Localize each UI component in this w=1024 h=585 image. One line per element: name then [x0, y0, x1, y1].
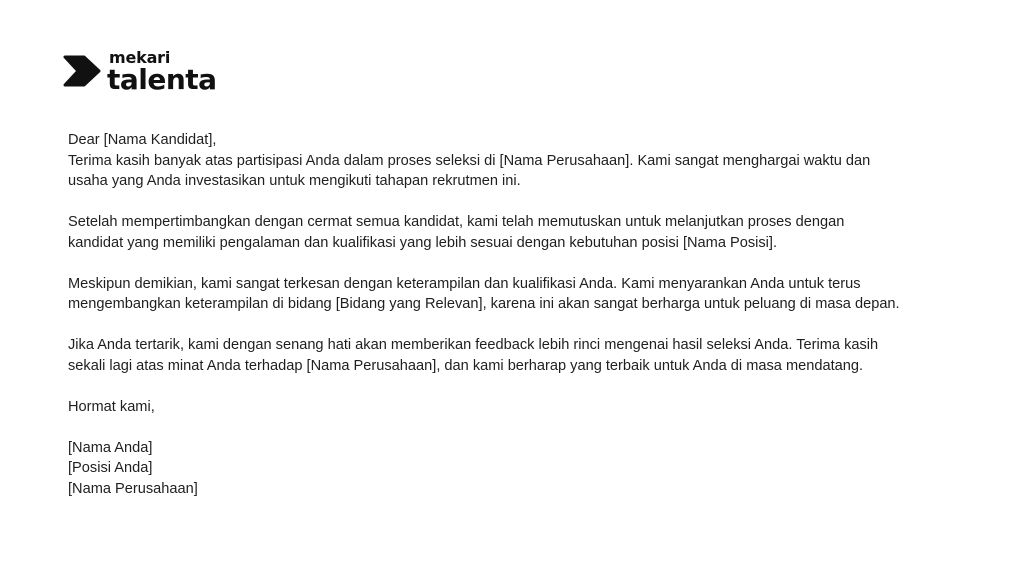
signature-name: [Nama Anda]: [68, 439, 153, 456]
paragraph-decision: [68, 212, 968, 253]
letter-body: [68, 130, 968, 499]
letter-greeting: Dear [Nama Kandidat],: [68, 132, 217, 148]
paragraph-line: Jika Anda tertarik, kami dengan senang hati akan memberikan feedback lebih rinci mengenai hasil seleksi Anda. Terima kasih: [68, 337, 879, 353]
paragraph-thanks: [68, 151, 968, 192]
paragraph-line: mengembangkan keterampilan di bidang [Bidang yang Relevan], karena ini akan sangat berharga untuk peluang di masa depan.: [68, 296, 900, 312]
logo-brand-talenta: talenta: [107, 63, 217, 96]
signature-block: [68, 438, 968, 500]
mekari-chevron-icon: [62, 53, 102, 89]
paragraph-line: Setelah mempertimbangkan dengan cermat semua kandidat, kami telah memutuskan untuk melanjutkan proses dengan: [68, 214, 845, 230]
paragraph-feedback-offer: [68, 335, 968, 376]
logo-brand-mekari: mekari: [109, 48, 171, 67]
signature-position: [Posisi Anda]: [68, 460, 153, 476]
paragraph-line: usaha yang Anda investasikan untuk mengikuti tahapan rekrutmen ini.: [68, 173, 521, 189]
letter-closing: Hormat kami,: [68, 398, 155, 415]
paragraph-line: Meskipun demikian, kami sangat terkesan dengan keterampilan dan kualifikasi Anda. Kami menyarankan Anda untuk terus: [68, 275, 861, 292]
paragraph-line: Terima kasih banyak atas partisipasi Anda dalam proses seleksi di [Nama Perusahaan]. Kami sangat menghargai waktu dan: [68, 152, 871, 169]
mekari-talenta-logo: [62, 48, 232, 98]
signature-company: [Nama Perusahaan]: [68, 480, 198, 497]
paragraph-line: kandidat yang memiliki pengalaman dan kualifikasi yang lebih sesuai dengan kebutuhan posisi [Nama Posisi].: [68, 234, 778, 251]
paragraph-encouragement: [68, 274, 968, 315]
paragraph-line: sekali lagi atas minat Anda terhadap [Nama Perusahaan], dan kami berharap yang terbaik untuk Anda di masa mendatang.: [68, 357, 864, 374]
